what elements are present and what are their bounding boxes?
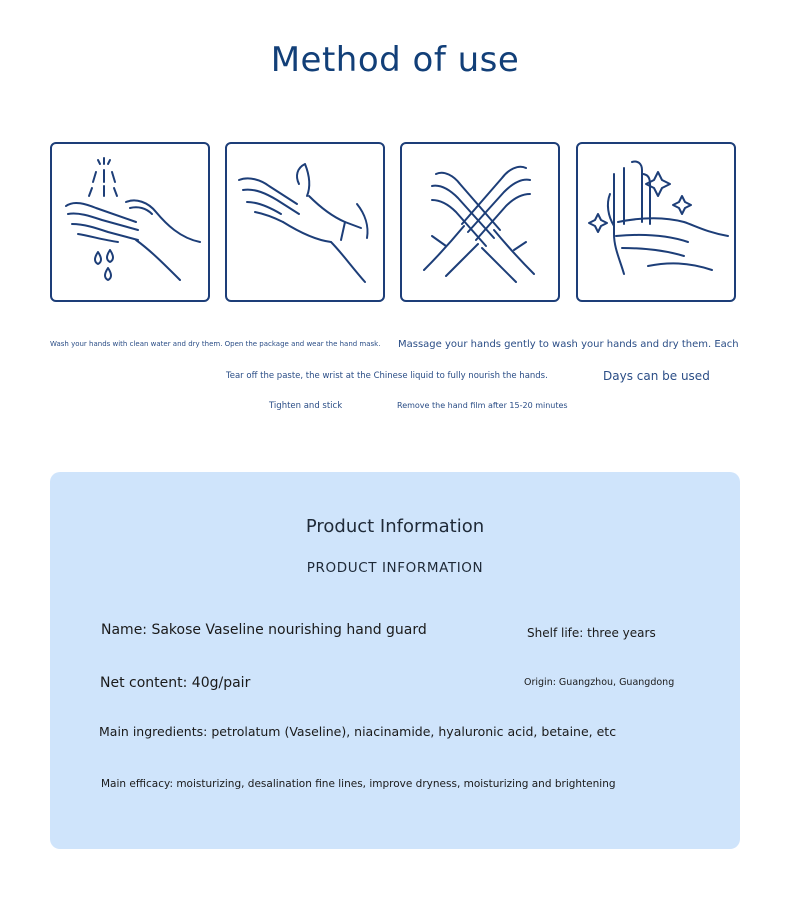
step-card-4 [576, 142, 736, 302]
caption-tear: Tear off the paste, the wrist at the Chinese liquid to fully nourish the hands. [226, 371, 548, 381]
caption-massage: Massage your hands gently to wash your hands and dry them. Each [398, 339, 739, 350]
product-info-panel [50, 472, 740, 849]
caption-wash: Wash your hands with clean water and dry them. Open the package and wear the hand mask. [50, 340, 381, 348]
caption-tighten: Tighten and stick [269, 401, 343, 411]
product-name: Name: Sakose Vaseline nourishing hand guard [101, 622, 427, 638]
hand-massage-icon [402, 144, 558, 300]
step-card-3 [400, 142, 560, 302]
step-card-2 [225, 142, 385, 302]
shelf-life: Shelf life: three years [527, 626, 656, 640]
caption-days: Days can be used [603, 369, 710, 383]
product-info-subtitle: PRODUCT INFORMATION [306, 560, 484, 576]
caption-remove: Remove the hand film after 15-20 minutes [397, 401, 568, 410]
product-info-title: Product Information [305, 516, 485, 537]
hand-mask-icon [227, 144, 383, 300]
page-title: Method of use [270, 40, 520, 80]
hand-washing-icon [52, 144, 208, 300]
net-content: Net content: 40g/pair [100, 675, 251, 691]
sparkling-hands-icon [578, 144, 734, 300]
main-ingredients: Main ingredients: petrolatum (Vaseline), niacinamide, hyaluronic acid, betaine, etc [99, 724, 617, 739]
origin: Origin: Guangzhou, Guangdong [524, 677, 675, 688]
main-efficacy: Main efficacy: moisturizing, desalination fine lines, improve dryness, moisturizing and brightening [101, 778, 616, 790]
step-card-1 [50, 142, 210, 302]
